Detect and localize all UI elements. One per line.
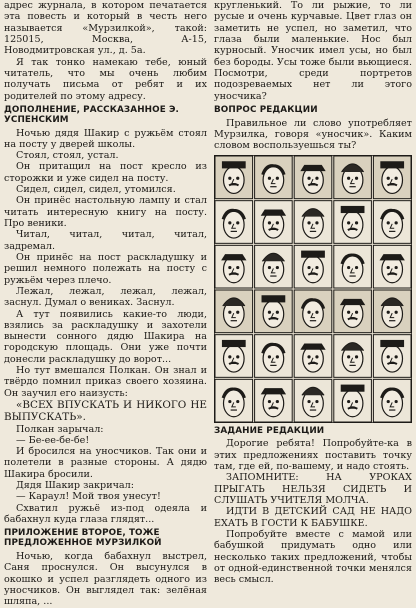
suspect-portrait — [255, 290, 293, 333]
suspect-portrait — [255, 379, 293, 422]
suspect-portrait — [255, 245, 293, 288]
suspect-portrait — [373, 379, 411, 422]
section1-title: ДОПОЛНЕНИЕ, РАССКАЗАННОЕ Э. УСПЕНСКИМ — [4, 104, 179, 125]
right-column — [214, 0, 412, 586]
task-text: Дорогие ребята! Попробуйте-ка в этих предложениях поставить точку там, где ей, по-вашему, и надо стоять. — [214, 438, 412, 473]
story-paragraph: Он принёс на пост раскладушку и решил немного полежать на посту с ружьём через плечо. — [4, 251, 207, 286]
order-quote: «ВСЕХ ВПУСКАТЬ И НИКОГО НЕ ВЫПУСКАТЬ». — [4, 399, 207, 424]
suspect-portrait — [215, 290, 253, 333]
suspect-portrait — [294, 334, 332, 377]
question-title: ВОПРОС РЕДАКЦИИ — [214, 104, 318, 115]
suspect-portrait — [294, 156, 332, 199]
suspect-portrait — [373, 200, 411, 243]
suspect-portrait — [373, 156, 411, 199]
suspect-portrait — [294, 245, 332, 288]
task-tail: Попробуйте вместе с мамой или бабушкой придумать одно или несколько таких предложений, чтобы от одной-единственной точки менялся весь смысл. — [214, 528, 412, 586]
story-paragraph: Полкан зарычал: — [16, 423, 104, 435]
suspect-portrait — [334, 334, 372, 377]
suspect-portrait — [215, 156, 253, 199]
story-paragraph: Он притащил на пост кресло из сторожки и уже сидел на посту. — [4, 161, 207, 184]
story-paragraph: Дядя Шакир закричал: — [16, 480, 134, 492]
suspect-portrait — [215, 334, 253, 377]
story-paragraph: Ночью, когда бабахнул выстрел, Саня проснулся. Он высунулся в окошко и успел разглядеть одного из уносчиков. Он выглядел так: зелёная шляпа, ... — [4, 551, 207, 608]
story-paragraph: — Караул! Мой твоя унесут! — [16, 491, 161, 503]
task-sentence-2: ИДТИ В ДЕТСКИЙ САД НЕ НАДО ЕХАТЬ В ГОСТИ К БАБУШКЕ. — [214, 506, 412, 529]
question-text: Правильное ли слово употребляет Мурзилка, говоря «уносчик». Каким словом воспользуешься ты? — [214, 117, 412, 152]
suspect-portrait — [294, 290, 332, 333]
suspect-portrait — [334, 290, 372, 333]
story-paragraph: Схватил ружьё из-под одеяла и бабахнул куда глаза глядят... — [4, 502, 207, 526]
story-paragraph: Стоял, стоял, устал. — [16, 150, 119, 162]
suspect-portrait — [373, 334, 411, 377]
story-paragraph: И бросился на уносчиков. Так они и полетели в разные стороны. А дядю Шакира бросили. — [4, 446, 207, 480]
suspect-portrait — [373, 245, 411, 288]
suspect-portrait — [373, 290, 411, 333]
intro-paragraph-2: Я так тонко намекаю тебе, юный читатель, что мы очень любим получать письма от ребят и их родителей по этому адресу. — [4, 56, 207, 102]
suspect-portrait — [215, 379, 253, 422]
suspect-portrait — [294, 379, 332, 422]
left-column — [4, 0, 207, 608]
story-paragraph: Лежал, лежал, лежал, лежал, заснул. Думал о вениках. Заснул. — [4, 285, 207, 309]
suspects-portrait-grid — [214, 155, 412, 423]
suspect-portrait — [334, 156, 372, 199]
story-paragraph: — Бе-ее-бе-бе! — [16, 434, 90, 446]
task-sentence-1: ЗАПОМНИТЕ: НА УРОКАХ ПРЫГАТЬ НЕЛЬЗЯ СИДЕТЬ И СЛУШАТЬ УЧИТЕЛЯ МОЛЧА. — [214, 472, 412, 506]
description-paragraph: кругленький. То ли рыжие, то ли русые и очень курчавые. Цвет глаз он заметить не успел, но заметил, что глаза были маленькие. Нос был курносый. Уносчик имел усы, но был без бороды. Усы тоже были вьющиеся. Посмотри, среди портретов подозреваемых нет ли этого уносчика? — [214, 0, 412, 102]
story-paragraph: А тут появились какие-то люди, взялись за раскладушку и захотели вынести сонного дядю Шакира на городскую площадь. Они уже почти донесли раскладушку до ворот... — [4, 308, 207, 365]
story-paragraph: Читал, читал, читал, читал, задремал. — [4, 229, 207, 252]
suspect-portrait — [255, 334, 293, 377]
suspect-portrait — [215, 245, 253, 288]
suspect-portrait — [255, 156, 293, 199]
portrait-illustration — [214, 155, 412, 423]
story-paragraph: Но тут вмешался Полкан. Он знал и твёрдо помнил приказ своего хозяина. Он заучил его наизусть: — [4, 365, 207, 399]
suspect-portrait — [255, 200, 293, 243]
story-paragraph: Ночью дядя Шакир с ружьём стоял на посту у дверей школы. — [4, 127, 207, 150]
story-paragraph: Он принёс настольную лампу и стал читать интересную книгу на посту. Про веники. — [4, 195, 207, 229]
suspect-portrait — [334, 200, 372, 243]
suspect-portrait — [334, 245, 372, 288]
story-paragraph: Сидел, сидел, сидел, утомился. — [16, 184, 176, 196]
suspect-portrait — [294, 200, 332, 243]
task-title: ЗАДАНИЕ РЕДАКЦИИ — [214, 425, 325, 436]
section2-title: ПРИЛОЖЕНИЕ ВТОРОЕ, ТОЖЕ ПРЕДЛОЖЕННОЕ МУРЗИЛКОЙ — [4, 528, 162, 549]
suspect-portrait — [334, 379, 372, 422]
intro-paragraph-1: адрес журнала, в котором печатается эта повесть и который в честь него называется «Мурзилкой», такой: 125015, Москва, А-15, Новодмитровская ул., д. 5а. — [4, 0, 207, 57]
suspect-portrait — [215, 200, 253, 243]
